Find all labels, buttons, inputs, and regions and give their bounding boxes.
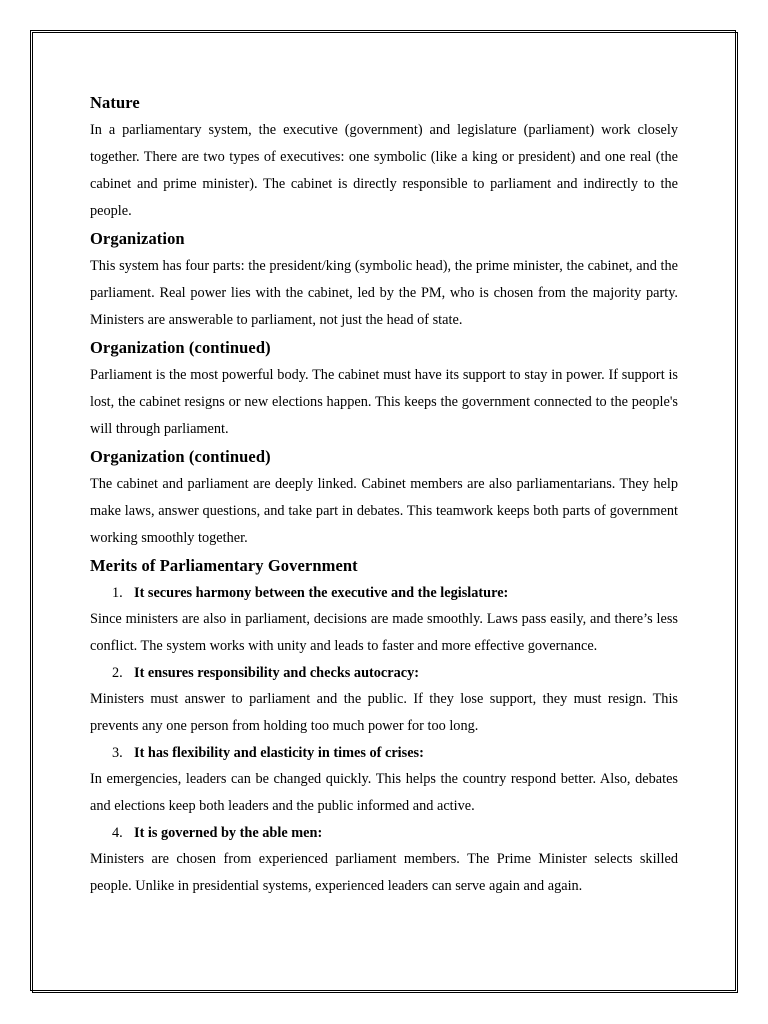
section-heading: Organization (continued): [90, 447, 271, 466]
merit-paragraph: Since ministers are also in parliament, decisions are made smoothly. Laws pass easily, and there’s less conflict. The system works with unity and leads to faster and more effective governance.: [90, 611, 678, 654]
section-organization-continued-2: [90, 443, 678, 552]
merit-title-text: It secures harmony between the executive and the legislature:: [134, 585, 509, 601]
merit-title: [90, 660, 678, 686]
section-organization-continued-1: [90, 334, 678, 443]
section-heading: Organization (continued): [90, 338, 271, 357]
merits-heading: Merits of Parliamentary Government: [90, 556, 358, 575]
section-paragraph: Parliament is the most powerful body. The cabinet must have its support to stay in power. If support is lost, the cabinet resigns or new elections happen. This keeps the government connected to the people's will through parliament.: [90, 367, 678, 437]
merit-title: [90, 740, 678, 766]
merit-paragraph: In emergencies, leaders can be changed quickly. This helps the country respond better. Also, debates and elections keep both leaders and the public informed and active.: [90, 771, 678, 814]
section-heading: Nature: [90, 93, 140, 112]
merit-title-text: It has flexibility and elasticity in times of crises:: [134, 745, 424, 761]
merit-paragraph: Ministers must answer to parliament and the public. If they lose support, they must resign. This prevents any one person from holding too much power for too long.: [90, 691, 678, 734]
merit-item: [90, 740, 678, 820]
section-heading: Organization: [90, 229, 185, 248]
merit-number: 4.: [112, 825, 123, 841]
section-organization: [90, 225, 678, 334]
section-paragraph: In a parliamentary system, the executive (government) and legislature (parliament) work closely together. There are two types of executives: one symbolic (like a king or president) and one real (the cabinet and prime minister). The cabinet is directly responsible to parliament and indirectly to the people.: [90, 122, 678, 219]
document-body: [90, 89, 678, 900]
merit-title-text: It is governed by the able men:: [134, 825, 323, 841]
merit-item: [90, 580, 678, 660]
section-paragraph: This system has four parts: the president/king (symbolic head), the prime minister, the cabinet, and the parliament. Real power lies with the cabinet, led by the PM, who is chosen from the majority party. Ministers are answerable to parliament, not just the head of state.: [90, 258, 678, 328]
merit-title-text: It ensures responsibility and checks autocracy:: [134, 665, 420, 681]
merit-number: 2.: [112, 665, 123, 681]
merit-number: 1.: [112, 585, 123, 601]
merit-title: [90, 820, 678, 846]
merit-paragraph: Ministers are chosen from experienced parliament members. The Prime Minister selects skilled people. Unlike in presidential systems, experienced leaders can serve again and again.: [90, 851, 678, 894]
section-merits: [90, 552, 678, 900]
merit-title: [90, 580, 678, 606]
merit-number: 3.: [112, 745, 123, 761]
merit-item: [90, 660, 678, 740]
section-paragraph: The cabinet and parliament are deeply linked. Cabinet members are also parliamentarians. They help make laws, answer questions, and take part in debates. This teamwork keeps both parts of government working smoothly together.: [90, 476, 678, 546]
section-nature: [90, 89, 678, 225]
merit-item: [90, 820, 678, 900]
